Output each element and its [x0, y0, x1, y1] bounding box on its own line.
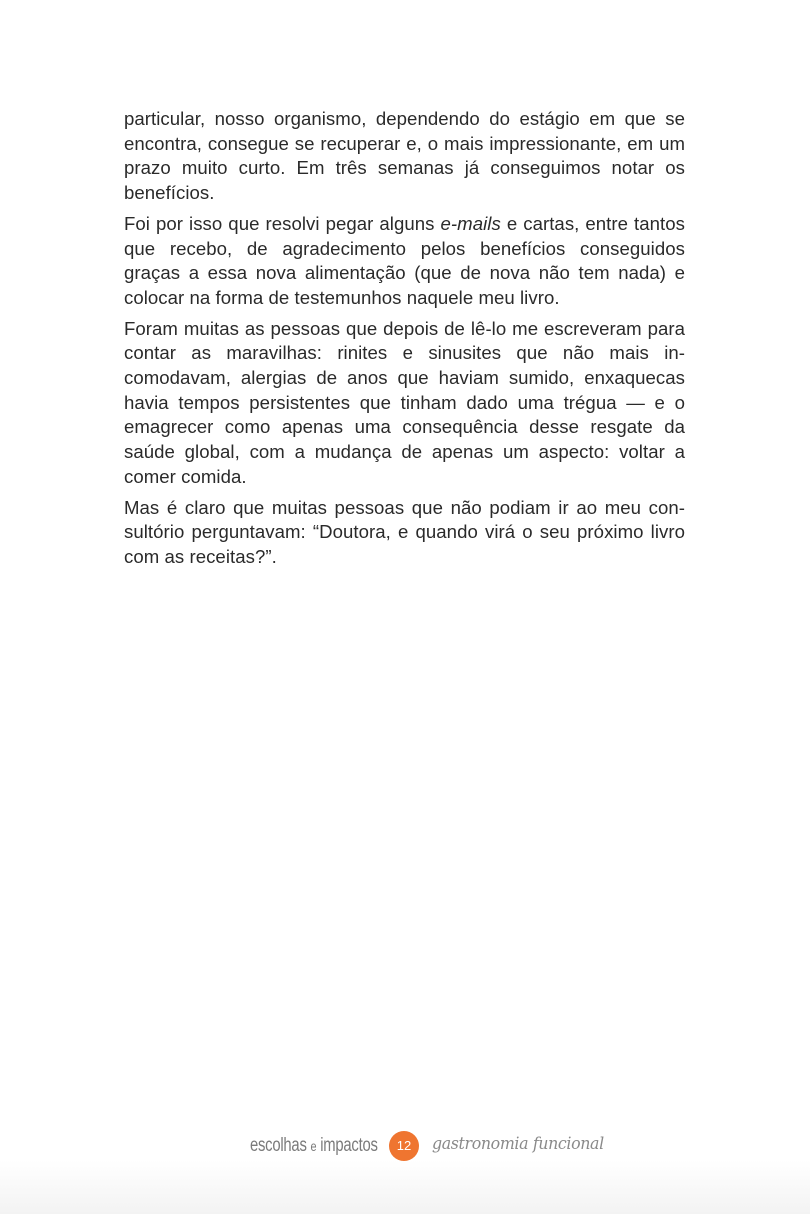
- paragraph-1: particular, nosso organismo, dependendo do estágio em que se encontra, consegue se recuperar e, o mais impressionante, em um prazo muito curto. Em três semanas já conseguimos notar os benefícios.: [124, 108, 685, 204]
- series-title: [250, 1135, 378, 1157]
- series-title-connector: e: [310, 1138, 317, 1154]
- series-title-word-1: escolhas: [250, 1135, 311, 1156]
- page-body: [124, 107, 685, 576]
- paragraph-2: [124, 212, 685, 311]
- book-title: gastronomia funcional: [432, 1134, 604, 1154]
- paragraph-2-start: Foi por isso que resolvi pegar alguns: [124, 212, 441, 234]
- paragraph-3: Foram muitas as pessoas que depois de lê-lo me escreveram para contar as maravilhas: rinites e sinusites que não mais incomodavam, alergias de anos que haviam sumido, enxaquecas havia tempos persistentes que tinham dado uma trégua — e o emagrecer como apenas uma consequência desse resgate da saúde global, com a mudança de apenas um aspecto: voltar a comer comida.: [124, 317, 685, 487]
- italic-term-emails: e-mails: [440, 212, 501, 234]
- paragraph-2-end: e cartas, entre tantos que recebo, de agradecimento pelos benefícios conseguidos graças a essa nova alimentação (que de nova não tem nada) e colocar na forma de testemunhos naquele meu livro.: [124, 212, 685, 308]
- page-number-badge: 12: [389, 1131, 419, 1161]
- series-title-word-2: impactos: [316, 1135, 378, 1156]
- page-footer: [0, 1131, 810, 1163]
- paragraph-4: Mas é claro que muitas pessoas que não podiam ir ao meu consultório perguntavam: “Doutora, e quando virá o seu próximo livro com as receitas?”.: [124, 496, 685, 567]
